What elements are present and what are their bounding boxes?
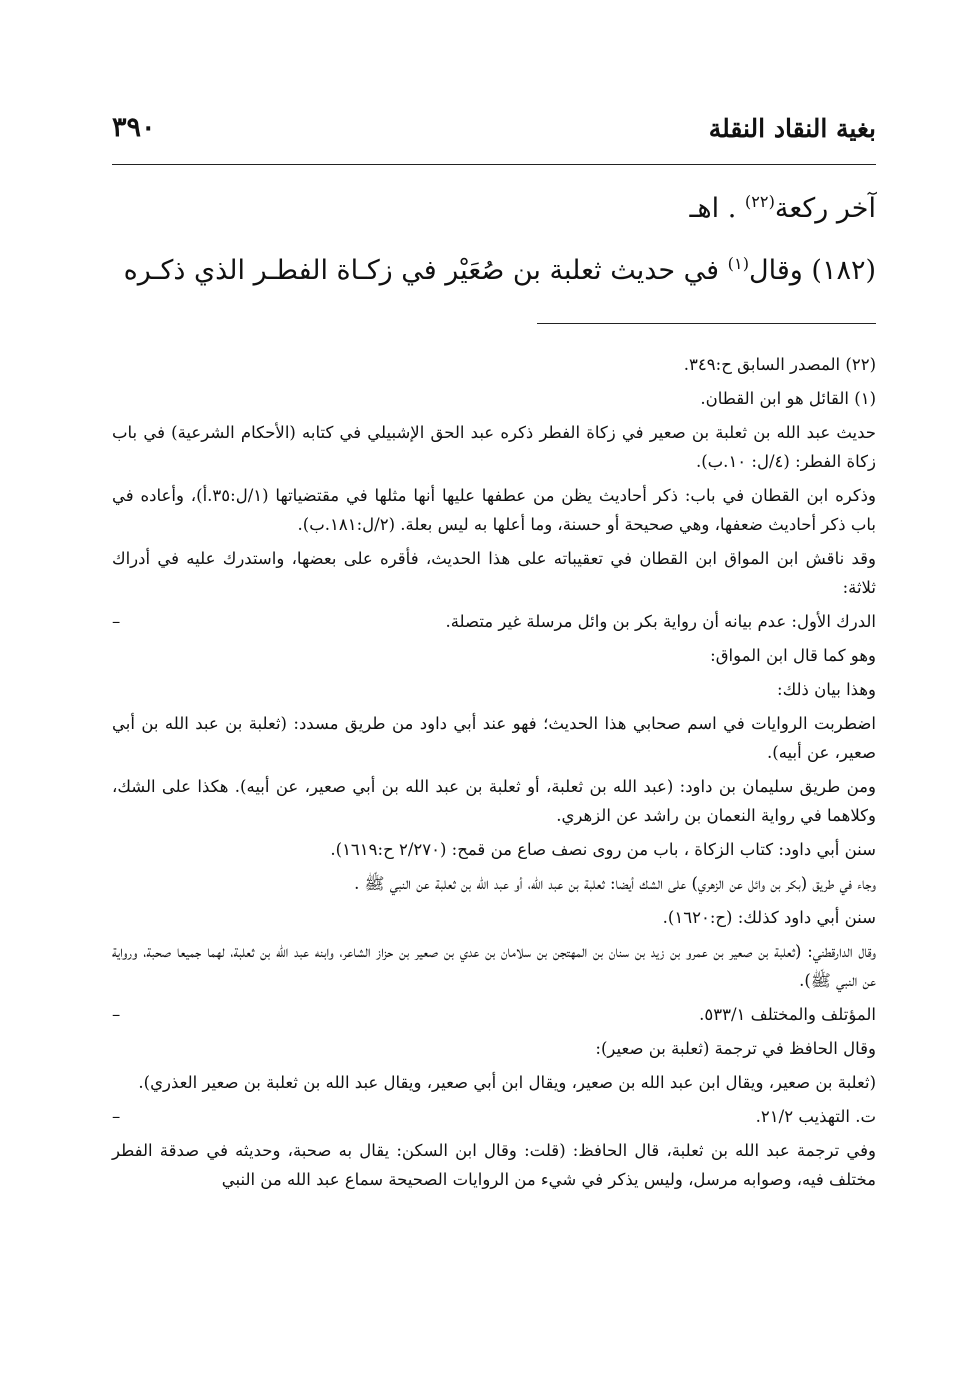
footnote-bullet-text: الدرك الأول: عدم بيانه أن رواية بكر بن وائل مرسلة غير متصلة. [445, 612, 876, 631]
main-text-segment: (١٨٢) وقال [749, 255, 876, 286]
footnote-bullet-text: المؤتلف والمختلف ٥٣٣/١. [699, 1005, 876, 1024]
footnote-ref-1: (١) [727, 254, 750, 273]
footnote-paragraph: اضطربت الروايات في اسم صحابي هذا الحديث؛ فهو عند أبي داود من طريق مسدد: (ثعلبة بن عبد الله بن أبي صعير، عن أبيه). [112, 714, 876, 762]
footnote-paragraph: وقال الحافظ في ترجمة (ثعلبة بن صعير): [595, 1039, 876, 1058]
footnote-paragraph: وقد ناقش ابن المواق ابن القطان في تعقيباته على هذا الحديث، فأقره على بعضها، واستدرك عليه في أدراك ثلاثة: [112, 549, 876, 597]
footnote-paragraph: سنن أبي داود: كتاب الزكاة ، باب من روى نصف صاع من قمح: (٢/٢٧٠ ح:١٦١٩). [330, 840, 876, 859]
dash-bullet: – [112, 1107, 121, 1126]
footnote-paragraph: وجاء في طريق (بكر بن وائل عن الزهري) على الشك أيضا: ثعلبة بن عبد الله، أو عبد الله بن ثعلبة عن النبي ﷺ . [354, 874, 876, 893]
footnote-paragraph: وذكره ابن القطان في باب: ذكر أحاديث يظن من عطفها عليها أنها مثلها في مقتضياتها (١/ل:٣٥.أ)، وأعاده في باب ذكر أحاديث ضعفها، وهي صحيحة أو حسنة، وما أعلها به ليس بعلة. (٢/ل:١٨١.ب). [112, 486, 877, 534]
footnote-paragraph: وهو كما قال ابن المواق: [710, 646, 876, 665]
header-divider [112, 164, 876, 165]
main-text-segment: . اهـ [689, 193, 745, 224]
running-title: بغية النقاد النقلة [708, 114, 876, 143]
main-text-line-2 [123, 252, 876, 290]
footnote-paragraph: (٢٢) المصدر السابق ح:٣٤٩. [683, 355, 876, 374]
footnotes [112, 350, 876, 1199]
footnote-paragraph: وقال الدارقطني: (ثعلبة بن صعير بن عمرو بن زيد بن سنان بن المهتجن بن سلامان بن عدي بن صعير بن حزاز الشاعر، وابنه عبد الله بن ثعلبة، لهما جميعا صحبة، ورواية عن النبي ﷺ). [112, 942, 876, 990]
dash-bullet: – [112, 1005, 121, 1024]
footnote-ref-22: (٢٢) [744, 192, 775, 211]
dash-bullet: – [112, 612, 121, 631]
footnote-divider [537, 323, 876, 324]
footnote-paragraph: سنن أبي داود كذلك: (ح:١٦٢٠). [662, 908, 876, 927]
footnote-bullet-item [112, 1000, 876, 1029]
footnote-paragraph: حديث عبد الله بن ثعلبة بن صعير في زكاة الفطر ذكره عبد الحق الإشبيلي في كتابه (الأحكام الشرعية) في باب زكاة الفطر: (٤/ل: ١٠.ب). [112, 423, 876, 471]
footnote-bullet-item [112, 607, 876, 636]
footnote-paragraph: ومن طريق سليمان بن داود: (عبد الله بن ثعلبة، أو ثعلبة بن عبد الله بن أبي صعير، عن أبيه). هكذا على الشك، وكلاهما في رواية النعمان بن راشد عن الزهري. [112, 777, 876, 825]
main-text-line-1 [140, 190, 876, 228]
footnote-bullet-item [112, 1102, 876, 1131]
footnote-paragraph: (١) القائل هو ابن القطان. [700, 389, 876, 408]
footnote-bullet-text: ت. التهذيب ٢١/٢. [755, 1107, 876, 1126]
main-text-segment: في حديث ثعلبة بن صُعَيْر في زكـاة الفطـر الذي ذكـره [123, 255, 728, 286]
page-header [112, 100, 876, 160]
footnote-paragraph: وفي ترجمة عبد الله بن ثعلبة، قال الحافظ: (قلت: وقال ابن السكن: يقال به صحبة، وحديثه في صدقة الفطر مختلف فيه، وصوابه مرسل، وليس يذكر في شيء من الروايات الصحيحة سماع عبد الله من النبي [112, 1141, 876, 1189]
footnote-paragraph: وهذا بيان ذلك: [777, 680, 876, 699]
main-text-segment: آخر ركعة [774, 193, 876, 224]
page-number: ٣٩٠ [112, 112, 156, 143]
footnote-paragraph: (ثعلبة بن صعير، ويقال ابن عبد الله بن صعير، ويقال ابن أبي صعير، ويقال عبد الله بن ثعلبة بن صعير العذري). [138, 1073, 876, 1092]
